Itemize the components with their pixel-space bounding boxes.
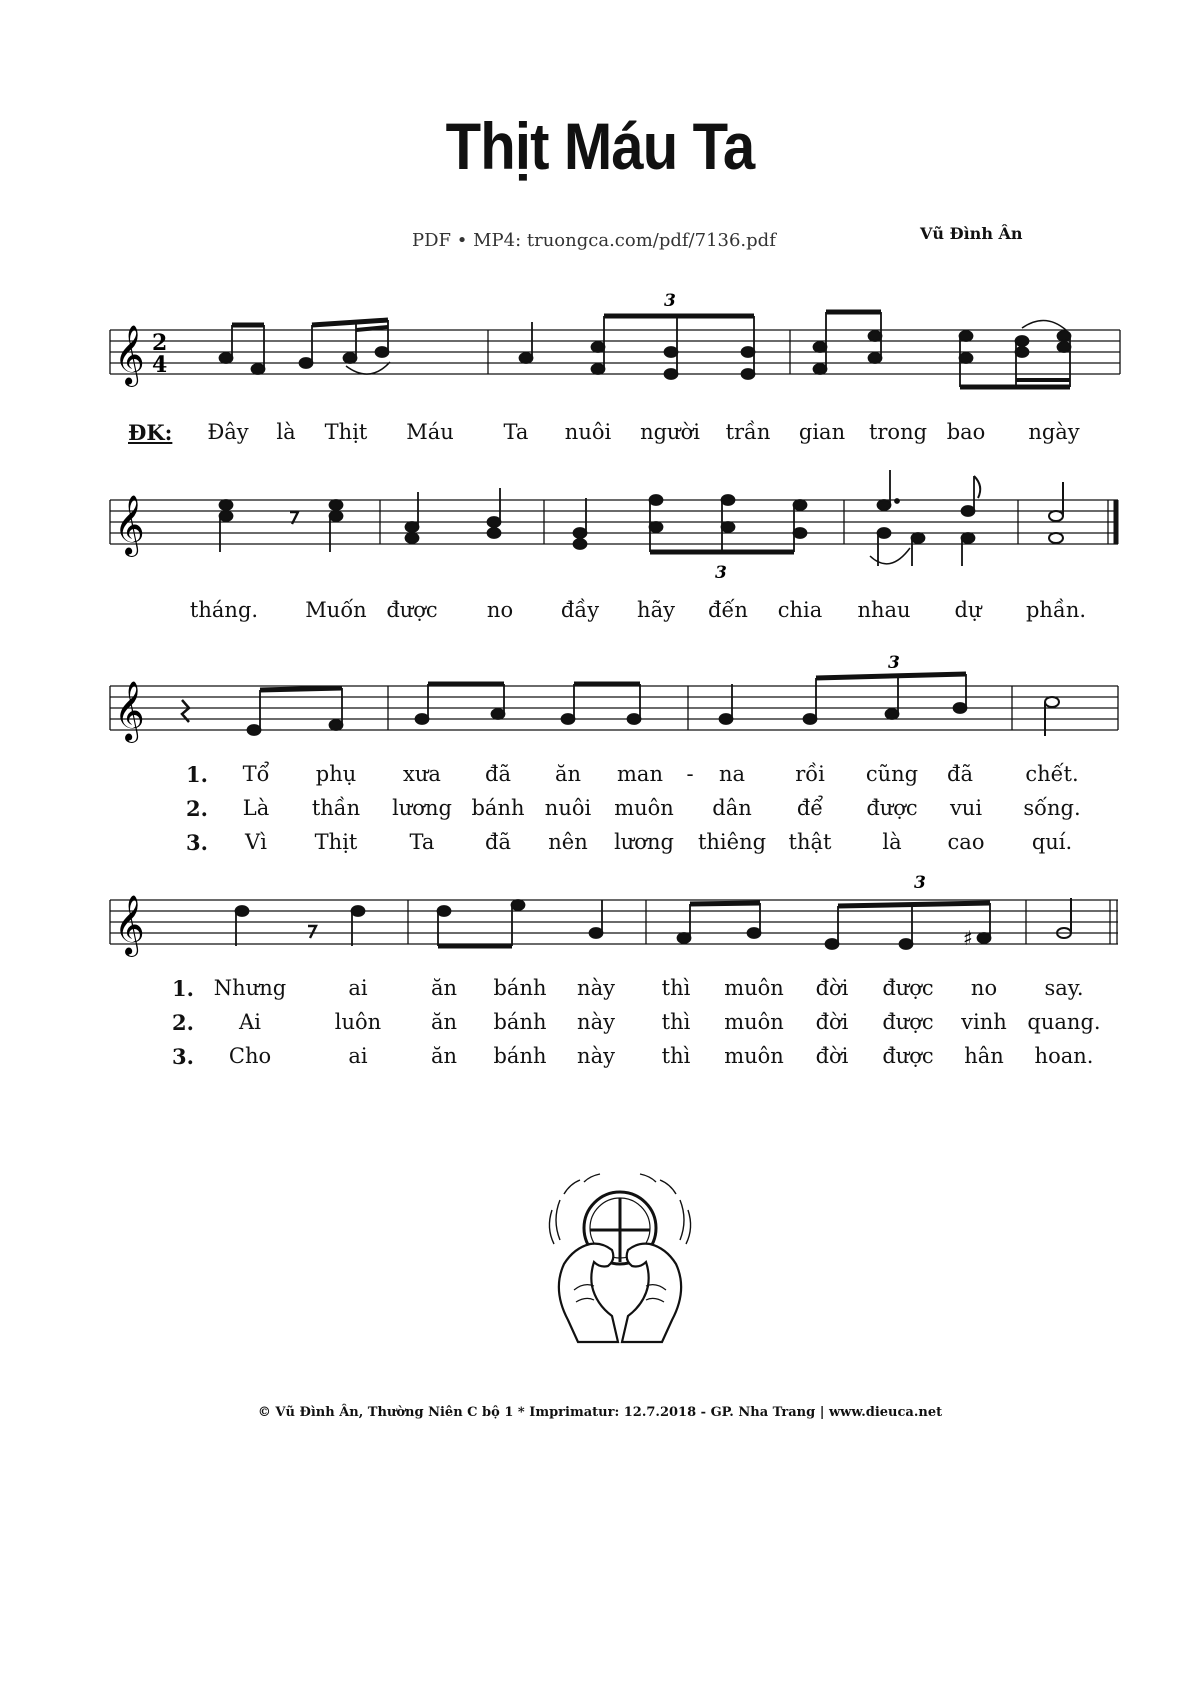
lyric-word: gian xyxy=(798,420,846,444)
lyric-word: Đây xyxy=(207,420,249,444)
lyric-word: ăn xyxy=(430,1010,458,1034)
lyric-word: đã xyxy=(485,762,511,786)
lyric-word: luôn xyxy=(334,1010,382,1034)
lyric-word: đời xyxy=(815,1010,849,1034)
lyric-word: muôn xyxy=(724,1044,784,1068)
lyric-word: lương xyxy=(614,830,674,854)
lyric-word: quí. xyxy=(1031,830,1073,854)
lyric-word: vui xyxy=(949,796,983,820)
lyric-word: đã xyxy=(947,762,973,786)
lyric-word: hoan. xyxy=(1034,1044,1094,1068)
lyric-word: - xyxy=(686,762,694,786)
lyric-word: được xyxy=(386,598,438,622)
lyric-word: đã xyxy=(485,830,511,854)
lyric-word: xưa xyxy=(403,762,441,786)
time-sig-bottom: 4 xyxy=(152,352,168,378)
refrain-label: ĐK: xyxy=(128,420,173,445)
sharp-icon: ♯ xyxy=(963,926,973,950)
copyright-footer: © Vũ Đình Ân, Thường Niên C bộ 1 * Imprimatur: 12.7.2018 - GP. Nha Trang | www.dieuca.net xyxy=(257,1405,943,1420)
lyric-word: ai xyxy=(348,976,368,1000)
lyric-word: Vì xyxy=(245,830,267,854)
hands-holding-host-icon xyxy=(540,1170,700,1360)
staff-1 xyxy=(0,270,1200,410)
lyric-word: phần. xyxy=(1025,598,1087,622)
lyric-word: này xyxy=(577,976,615,1000)
lyric-word: trần xyxy=(725,420,771,444)
lyric-word: là xyxy=(276,420,296,444)
lyric-word: đến xyxy=(708,598,748,622)
verse-number: 3. xyxy=(186,830,208,855)
lyric-word: người xyxy=(640,420,700,444)
verse-number: 3. xyxy=(172,1044,194,1069)
lyric-word: cũng xyxy=(865,762,919,786)
lyric-word: ăn xyxy=(554,762,582,786)
verse-a-1 xyxy=(0,762,1200,792)
lyric-word: chia xyxy=(777,598,823,622)
lyric-word: đời xyxy=(815,1044,849,1068)
treble-clef-icon: 𝄞 xyxy=(114,325,145,385)
lyric-word: chết. xyxy=(1025,762,1079,786)
lyric-word: vinh xyxy=(961,1010,1007,1034)
staff-4 xyxy=(0,868,1200,978)
lyric-word: nuôi xyxy=(544,796,592,820)
lyric-word: ai xyxy=(348,1044,368,1068)
lyric-word: thì xyxy=(661,1010,691,1034)
lyric-word: hãy xyxy=(637,598,675,622)
lyric-word: muôn xyxy=(724,1010,784,1034)
tuplet-label: 3 xyxy=(914,873,926,893)
lyric-word: được xyxy=(882,976,934,1000)
verse-a-2 xyxy=(0,796,1200,826)
lyric-word: được xyxy=(866,796,918,820)
lyric-word: Cho xyxy=(228,1044,272,1068)
lyric-word: bánh xyxy=(493,1010,547,1034)
lyric-word: nuôi xyxy=(564,420,612,444)
lyric-word: no xyxy=(486,598,514,622)
lyric-word: ăn xyxy=(430,1044,458,1068)
treble-clef-icon: 𝄞 xyxy=(114,895,145,955)
lyric-word: na xyxy=(718,762,746,786)
lyric-word: Ta xyxy=(503,420,529,444)
lyric-word: để xyxy=(796,796,824,820)
treble-clef-icon: 𝄞 xyxy=(114,681,145,741)
verse-number: 1. xyxy=(172,976,194,1001)
lyric-word: này xyxy=(577,1010,615,1034)
lyric-word: thiêng xyxy=(697,830,767,854)
lyric-word: dự xyxy=(954,598,982,622)
lyric-word: được xyxy=(882,1010,934,1034)
staff-2 xyxy=(0,470,1200,590)
tuplet-label: 3 xyxy=(888,653,900,673)
tuplet-label: 3 xyxy=(664,291,676,311)
refrain-line-1 xyxy=(0,420,1200,450)
lyric-word: Thịt xyxy=(314,830,358,854)
lyric-word: trong xyxy=(868,420,928,444)
source-link[interactable]: PDF • MP4: truongca.com/pdf/7136.pdf xyxy=(412,230,776,251)
lyric-word: bao xyxy=(946,420,986,444)
lyric-word: được xyxy=(882,1044,934,1068)
refrain-line-2 xyxy=(0,598,1200,628)
treble-clef-icon: 𝄞 xyxy=(114,495,145,555)
lyric-word: Máu xyxy=(406,420,454,444)
lyric-word: thật xyxy=(788,830,832,854)
lyric-word: Ta xyxy=(409,830,435,854)
lyric-word: phụ xyxy=(315,762,357,786)
lyric-word: Ai xyxy=(239,1010,261,1034)
lyric-word: này xyxy=(577,1044,615,1068)
song-title: Thịt Máu Ta xyxy=(445,109,755,183)
lyric-word: no xyxy=(970,976,998,1000)
lyric-word: lương xyxy=(392,796,452,820)
lyric-word: đầy xyxy=(560,598,600,622)
verse-number: 1. xyxy=(186,762,208,787)
lyric-word: ngày xyxy=(1028,420,1080,444)
verse-b-1 xyxy=(0,976,1200,1006)
lyric-word: nên xyxy=(548,830,588,854)
lyric-word: sống. xyxy=(1023,796,1081,820)
lyric-word: hân xyxy=(964,1044,1004,1068)
lyric-word: bánh xyxy=(493,1044,547,1068)
verse-a-3 xyxy=(0,830,1200,860)
time-sig-top: 2 xyxy=(152,330,168,356)
lyric-word: thì xyxy=(661,1044,691,1068)
lyric-word: rồi xyxy=(795,762,825,786)
lyric-word: cao xyxy=(947,830,985,854)
lyric-word: muôn xyxy=(724,976,784,1000)
lyric-word: dân xyxy=(712,796,752,820)
lyric-word: nhau xyxy=(857,598,911,622)
verse-number: 2. xyxy=(186,796,208,821)
lyric-word: Nhưng xyxy=(213,976,287,1000)
lyric-word: Là xyxy=(242,796,270,820)
verse-b-2 xyxy=(0,1010,1200,1040)
composer-name: Vũ Đình Ân xyxy=(920,224,1023,243)
lyric-word: Thịt xyxy=(324,420,368,444)
lyric-word: tháng. xyxy=(189,598,259,622)
lyric-word: bánh xyxy=(493,976,547,1000)
lyric-word: quang. xyxy=(1027,1010,1101,1034)
lyric-word: muôn xyxy=(614,796,674,820)
lyric-word: man xyxy=(617,762,663,786)
lyric-word: bánh xyxy=(471,796,525,820)
tuplet-label: 3 xyxy=(715,563,727,583)
staff-3 xyxy=(0,650,1200,760)
verse-number: 2. xyxy=(172,1010,194,1035)
lyric-word: Muốn xyxy=(305,598,367,622)
lyric-word: ăn xyxy=(430,976,458,1000)
verse-b-3 xyxy=(0,1044,1200,1074)
lyric-word: thì xyxy=(661,976,691,1000)
lyric-word: thần xyxy=(311,796,361,820)
lyric-word: là xyxy=(882,830,902,854)
lyric-word: say. xyxy=(1044,976,1084,1000)
lyric-word: đời xyxy=(815,976,849,1000)
lyric-word: Tổ xyxy=(242,762,270,786)
